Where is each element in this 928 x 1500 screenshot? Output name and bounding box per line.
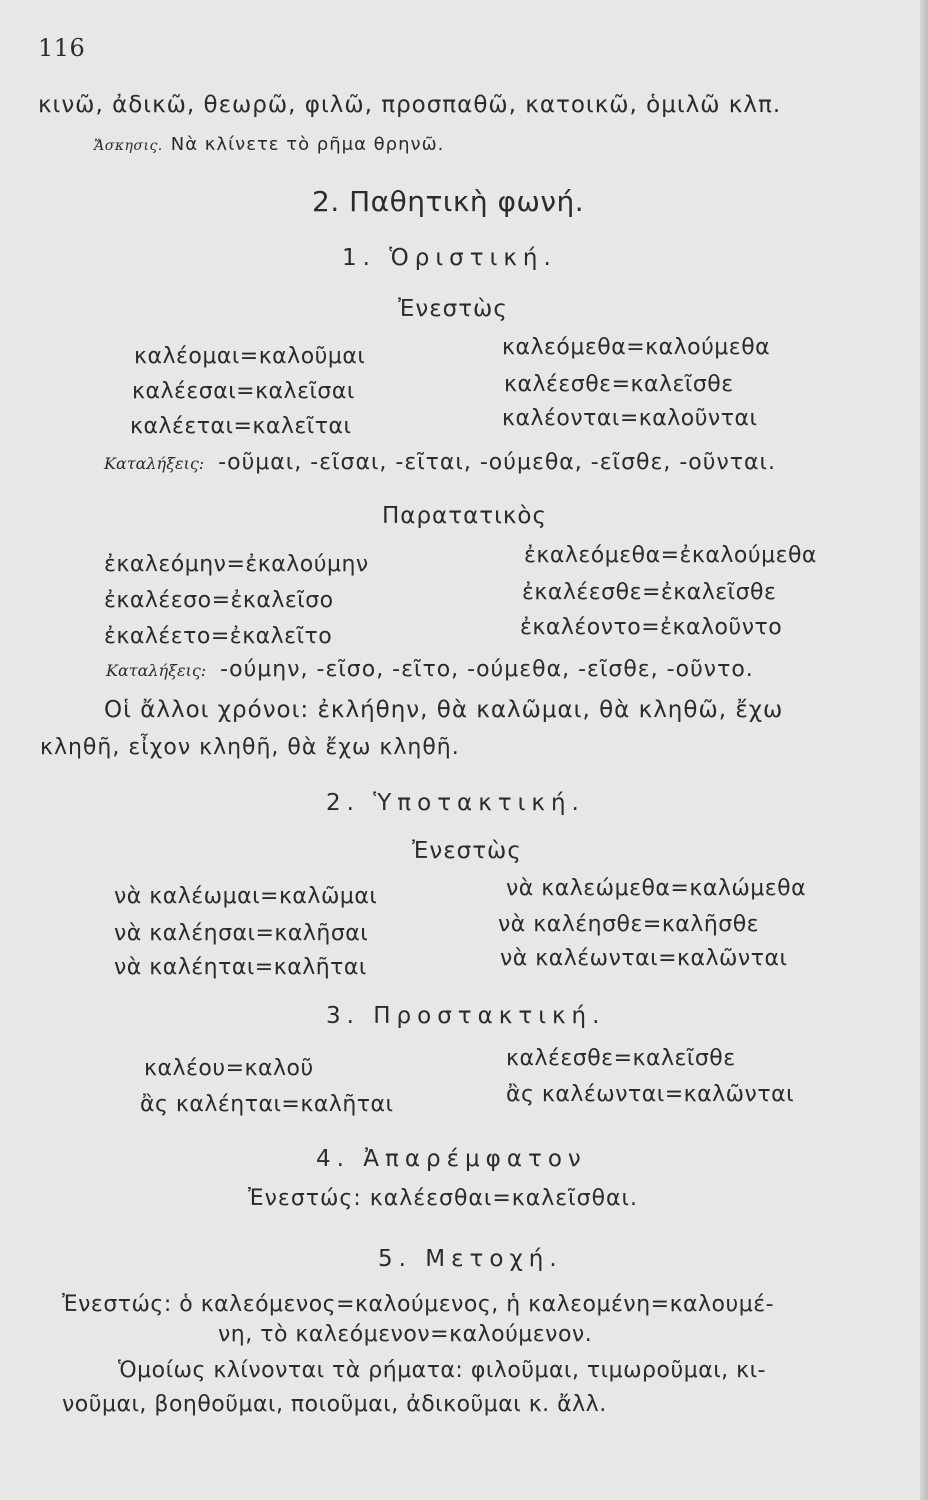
prostaktiki-left-2: ἂς καλέηται=καλῆται [140,1092,394,1117]
paratatikos-endings [106,657,754,682]
exercise-label: Ἄσκησις. [94,138,163,154]
ypotaktiki-right-2: νὰ καλέησθε=καλῆσθε [498,912,760,937]
ypotaktiki-right-3: νὰ καλέωνται=καλῶνται [500,946,788,971]
ypotaktiki-left-3: νὰ καλέηται=καλῆται [114,955,367,980]
oristiki-enestos-endings [104,450,776,475]
ypotaktiki-heading: 2. Ὑποτακτική. [326,790,585,816]
aparemfato-heading: 4. Ἀπαρέμφατον [316,1146,587,1172]
metochi-heading: 5. Μετοχή. [378,1246,563,1272]
closing-line-2: νοῦμαι, βοηθοῦμαι, ποιοῦμαι, ἀδικοῦμαι κ. ἄλλ. [62,1392,607,1417]
paratatikos-right-3: ἐκαλέοντο=ἐκαλοῦντο [520,615,783,640]
ypotaktiki-left-2: νὰ καλέησαι=καλῆσαι [114,921,369,946]
aparemfato-line: Ἐνεστώς: καλέεσθαι=καλεῖσθαι. [248,1186,638,1211]
prostaktiki-right-1: καλέεσθε=καλεῖσθε [506,1046,736,1071]
enestos-endings-text: -οῦμαι, -εῖσαι, -εῖται, -ούμεθα, -εῖσθε, -οῦνται. [218,450,776,475]
prostaktiki-right-2: ἂς καλέωνται=καλῶνται [506,1082,795,1107]
oristiki-enestos-right-1: καλεόμεθα=καλούμεθα [502,335,771,360]
paratatikos-left-3: ἐκαλέετο=ἐκαλεῖτο [104,624,333,649]
prostaktiki-left-1: καλέου=καλοῦ [144,1056,314,1081]
ypotaktiki-right-1: νὰ καλεώμεθα=καλώμεθα [506,876,807,901]
oristiki-enestos-left-2: καλέεσαι=καλεῖσαι [132,379,355,404]
page-edge [920,0,928,1500]
section-title: 2. Παθητικὴ φωνή. [312,185,585,218]
oristiki-heading: 1. Ὁριστική. [342,245,557,271]
other-tenses-line-1: Οἱ ἄλλοι χρόνοι: ἐκλήθην, θὰ καλῶμαι, θὰ κληθῶ, ἔχω [104,697,784,723]
metochi-line-2: νη, τὸ καλεόμενον=καλούμενον. [218,1322,593,1347]
page-number: 116 [38,34,86,62]
paratatikos-right-2: ἐκαλέεσθε=ἐκαλεῖσθε [522,580,777,605]
exercise-line [94,134,444,155]
paratatikos-right-1: ἐκαλεόμεθα=ἐκαλούμεθα [524,543,817,568]
paratatikos-endings-text: -ούμην, -εῖσο, -εῖτο, -ούμεθα, -εῖσθε, -οῦντο. [220,657,754,682]
oristiki-enestos-left-3: καλέεται=καλεῖται [130,414,352,439]
oristiki-enestos-right-3: καλέονται=καλοῦνται [502,406,758,431]
paratatikos-left-1: ἐκαλεόμην=ἐκαλούμην [104,552,369,577]
prostaktiki-heading: 3. Προστακτική. [326,1003,606,1029]
paratatikos-heading: Παρατατικὸς [382,503,547,529]
oristiki-enestos-heading: Ἐνεστὼς [398,296,508,322]
oristiki-enestos-left-1: καλέομαι=καλοῦμαι [134,344,366,369]
enestos-endings-label: Καταλήξεις: [104,454,205,473]
exercise-text: Νὰ κλίνετε τὸ ρῆμα θρηνῶ. [170,134,445,155]
metochi-line-1: Ἐνεστώς: ὁ καλεόμενος=καλούμενος, ἡ καλεομένη=καλουμέ- [62,1292,775,1317]
paratatikos-left-2: ἐκαλέεσο=ἐκαλεῖσο [104,588,334,613]
ypotaktiki-left-1: νὰ καλέωμαι=καλῶμαι [114,884,378,909]
closing-line-1: Ὁμοίως κλίνονται τὰ ρήματα: φιλοῦμαι, τιμωροῦμαι, κι- [118,1358,766,1383]
oristiki-enestos-right-2: καλέεσθε=καλεῖσθε [504,372,734,397]
ypotaktiki-subheading: Ἐνεστὼς [412,838,522,864]
paratatikos-endings-label: Καταλήξεις: [106,661,207,680]
other-tenses-line-2: κληθῆ, εἶχον κληθῆ, θὰ ἔχω κληθῆ. [40,735,460,760]
verbs-line: κινῶ, ἀδικῶ, θεωρῶ, φιλῶ, προσπαθῶ, κατοικῶ, ὁμιλῶ κλπ. [38,92,782,118]
